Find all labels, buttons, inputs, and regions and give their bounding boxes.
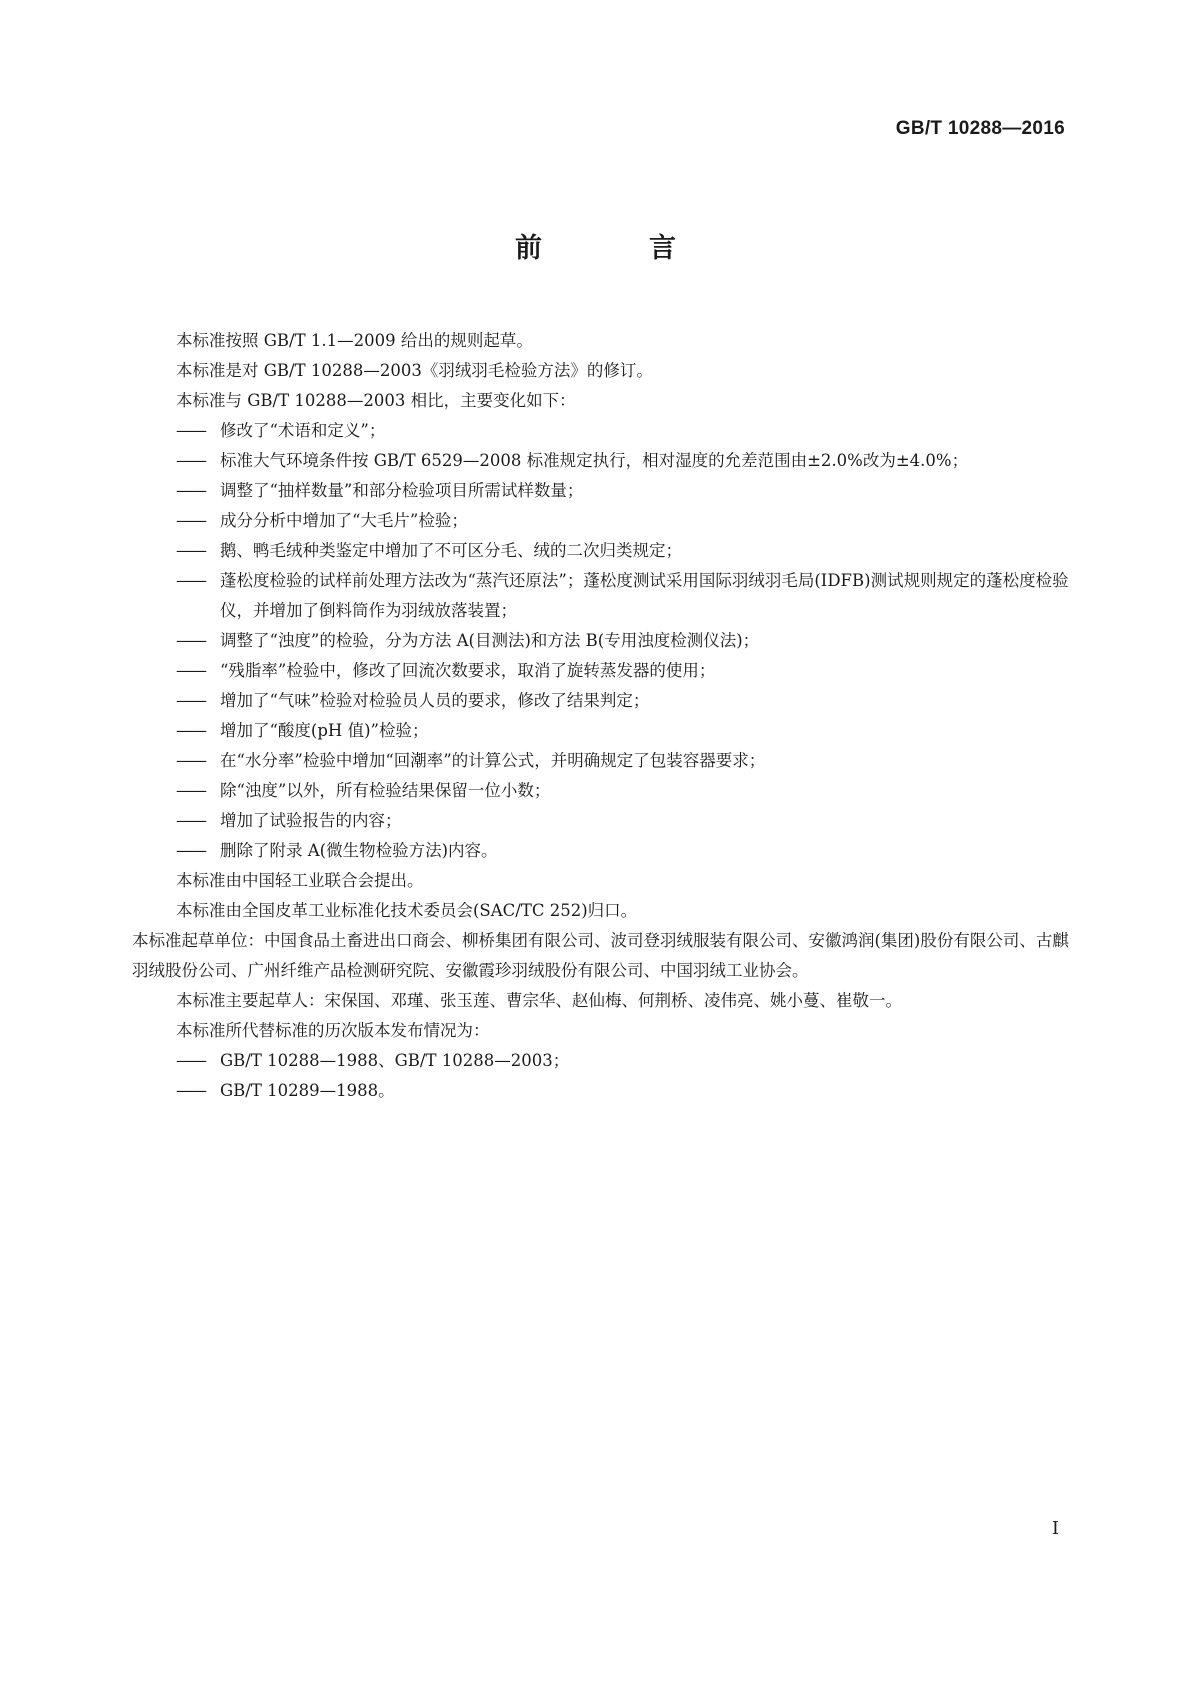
page-title: 前 言	[515, 233, 716, 264]
dash-marker: ——	[176, 481, 205, 500]
list-item	[176, 506, 1076, 536]
dash-marker: ——	[176, 811, 205, 830]
dash-marker: ——	[176, 631, 205, 650]
dash-marker: ——	[176, 451, 205, 470]
list-item	[176, 626, 1076, 656]
list-item-text: 修改了“术语和定义”；	[220, 421, 386, 440]
dash-marker: ——	[176, 781, 205, 800]
list-item	[176, 716, 1076, 746]
changes-list	[176, 416, 1076, 866]
list-item-text: 蓬松度检验的试样前处理方法改为“蒸汽还原法”；蓬松度测试采用国际羽绒羽毛局(IDFB)测试规则规定的蓬松度检验仪，并增加了倒料筒作为羽绒放落装置；	[220, 571, 1069, 620]
drafting-units-text: 本标准起草单位：中国食品土畜进出口商会、柳桥集团有限公司、波司登羽绒服装有限公司、安徽鸿润(集团)股份有限公司、古麒羽绒股份公司、广州纤维产品检测研究院、安徽霞珍羽绒股份有限公司、中国羽绒工业协会。	[132, 931, 1069, 980]
list-item-text: 鹅、鸭毛绒种类鉴定中增加了不可区分毛、绒的二次归类规定；	[220, 541, 682, 560]
dash-marker: ——	[176, 1081, 205, 1100]
paragraph-committee: 本标准由全国皮革工业标准化技术委员会(SAC/TC 252)归口。	[176, 901, 638, 920]
dash-marker: ——	[176, 661, 205, 680]
dash-marker: ——	[176, 511, 205, 530]
list-item-text: 增加了“酸度(pH 值)”检验；	[220, 721, 429, 740]
list-item-text: 删除了附录 A(微生物检验方法)内容。	[220, 841, 498, 860]
list-item	[176, 776, 1076, 806]
standard-code: GB/T 10288—2016	[895, 118, 1065, 139]
list-item-text: GB/T 10289—1988。	[220, 1081, 395, 1100]
dash-marker: ——	[176, 751, 205, 770]
paragraph-drafting-rules: 本标准按照 GB/T 1.1—2009 给出的规则起草。	[176, 331, 533, 350]
dash-marker: ——	[176, 841, 205, 860]
document-body	[132, 326, 1076, 1106]
list-item	[176, 446, 1076, 476]
list-item-text: 成分分析中增加了“大毛片”检验；	[220, 511, 468, 530]
paragraph-history-intro: 本标准所代替标准的历次版本发布情况为：	[176, 1021, 490, 1040]
list-item-text: “残脂率”检验中，修改了回流次数要求，取消了旋转蒸发器的使用；	[220, 661, 716, 680]
paragraph-revision: 本标准是对 GB/T 10288—2003《羽绒羽毛检验方法》的修订。	[176, 361, 653, 380]
dash-marker: ——	[176, 721, 205, 740]
dash-marker: ——	[176, 541, 205, 560]
list-item	[176, 1076, 1076, 1106]
list-item	[176, 416, 1076, 446]
list-item	[176, 536, 1076, 566]
list-item	[176, 686, 1076, 716]
list-item	[176, 806, 1076, 836]
list-item	[176, 656, 1076, 686]
dash-marker: ——	[176, 421, 205, 440]
list-item-text: 增加了试验报告的内容；	[220, 811, 402, 830]
list-item	[176, 836, 1076, 866]
list-item	[176, 566, 1076, 626]
list-item-text: 调整了“抽样数量”和部分检验项目所需试样数量；	[220, 481, 584, 500]
dash-marker: ——	[176, 571, 205, 590]
paragraph-drafting-units	[132, 926, 1076, 986]
list-item	[176, 746, 1076, 776]
list-item-text: 在“水分率”检验中增加“回潮率”的计算公式，并明确规定了包装容器要求；	[220, 751, 766, 770]
dash-marker: ——	[176, 1051, 205, 1070]
list-item-text: 调整了“浊度”的检验，分为方法 A(目测法)和方法 B(专用浊度检测仪法)；	[220, 631, 760, 650]
paragraph-changes-intro: 本标准与 GB/T 10288—2003 相比，主要变化如下：	[176, 391, 576, 410]
page-number: I	[1051, 1518, 1059, 1539]
list-item-text: 标准大气环境条件按 GB/T 6529—2008 标准规定执行，相对湿度的允差范围由±2.0%改为±4.0%；	[220, 451, 969, 470]
dash-marker: ——	[176, 691, 205, 710]
list-item-text: 除“浊度”以外，所有检验结果保留一位小数；	[220, 781, 551, 800]
history-list	[176, 1046, 1076, 1106]
list-item-text: 增加了“气味”检验对检验员人员的要求，修改了结果判定；	[220, 691, 650, 710]
paragraph-drafters: 本标准主要起草人：宋保国、邓瑾、张玉莲、曹宗华、赵仙梅、何荆桥、凌伟亮、姚小蔓、崔敬一。	[176, 991, 902, 1010]
list-item	[176, 476, 1076, 506]
paragraph-proposer: 本标准由中国轻工业联合会提出。	[176, 871, 424, 890]
list-item	[176, 1046, 1076, 1076]
list-item-text: GB/T 10288—1988、GB/T 10288—2003；	[220, 1051, 570, 1070]
